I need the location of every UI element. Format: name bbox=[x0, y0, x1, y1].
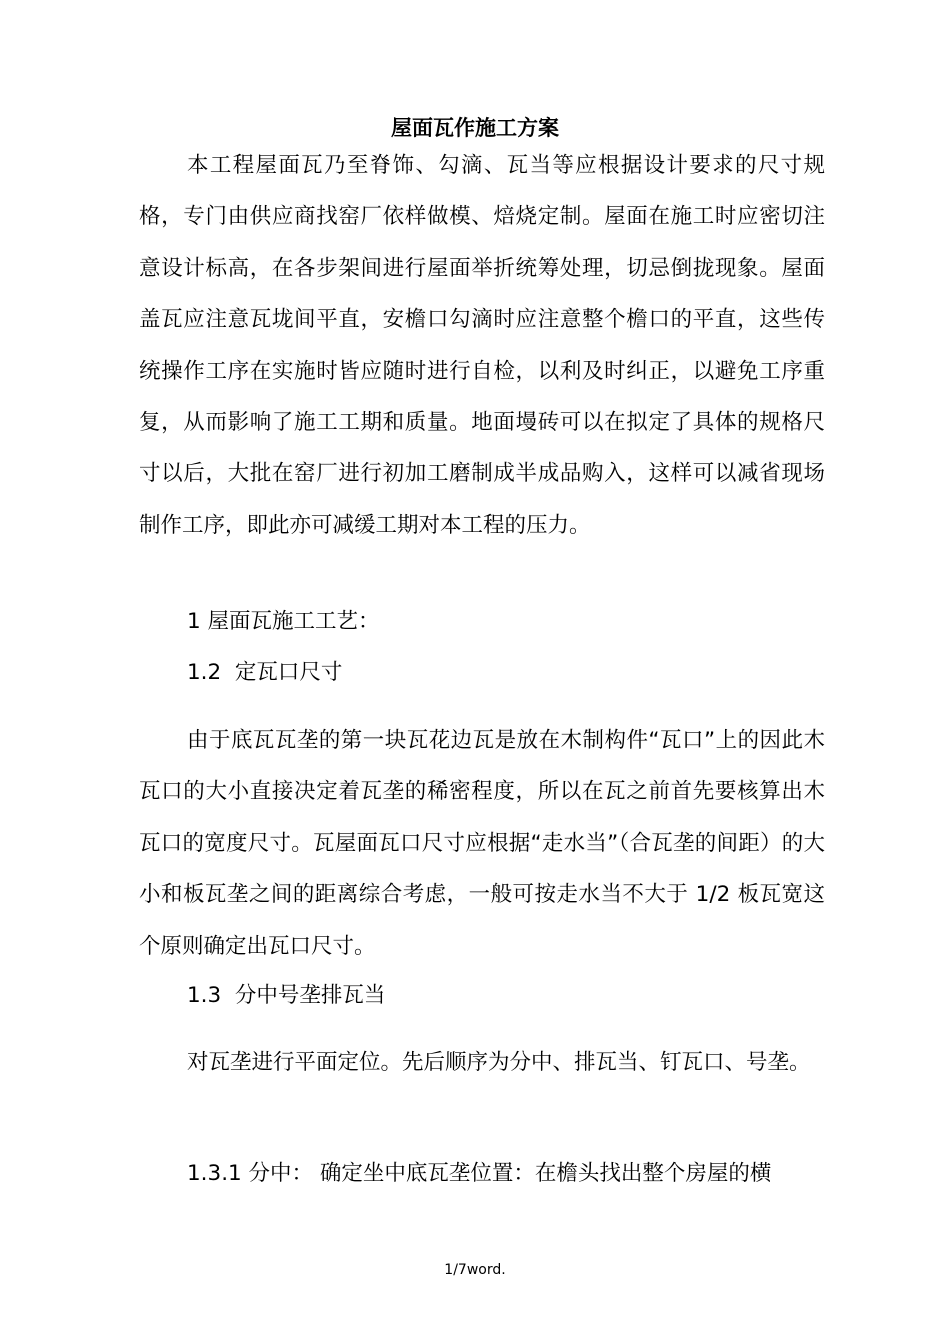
heading-centering-rows: 1.3 分中号垄排瓦当 bbox=[187, 983, 386, 1008]
heading-tile-mouth-size: 1.2 定瓦口尺寸 bbox=[187, 660, 343, 685]
page-number-footer: 1/7word. bbox=[444, 1262, 506, 1278]
paragraph-centering: 1.3.1 分中： 确定坐中底瓦垄位置：在檐头找出整个房屋的横 bbox=[187, 1161, 772, 1186]
paragraph-positioning: 对瓦垄进行平面定位。先后顺序为分中、排瓦当、钉瓦口、号垄。 bbox=[187, 1050, 811, 1075]
heading-roof-tile-process: 1 屋面瓦施工工艺： bbox=[187, 609, 380, 634]
paragraph-intro: 本工程屋面瓦乃至脊饰、勾滴、瓦当等应根据设计要求的尺寸规格，专门由供应商找窑厂依样做模、焙烧定制。屋面在施工时应密切注意设计标高，在各步架间进行屋面举折统筹处理，切忌倒拢现象。屋面盖瓦应注意瓦垅间平直，安檐口勾滴时应注意整个檐口的平直，这些传统操作工序在实施时皆应随时进行自检，以利及时纠正，以避免工序重复，从而影响了施工工期和质量。地面墁砖可以在拟定了具体的规格尺寸以后，大批在窑厂进行初加工磨制成半成品购入，这样可以减省现场制作工序，即此亦可减缓工期对本工程的压力。 bbox=[139, 153, 825, 538]
paragraph-tile-mouth: 由于底瓦瓦垄的第一块瓦花边瓦是放在木制构件“瓦口”上的因此木瓦口的大小直接决定着瓦垄的稀密程度，所以在瓦之前首先要核算出木瓦口的宽度尺寸。瓦屋面瓦口尺寸应根据“走水当”（合瓦垄的间距）的大小和板瓦垄之间的距离综合考虑，一般可按走水当不大于 1/2 板瓦宽这个原则确定出瓦口尺寸。 bbox=[139, 728, 825, 959]
document-title: 屋面瓦作施工方案 bbox=[391, 116, 559, 140]
